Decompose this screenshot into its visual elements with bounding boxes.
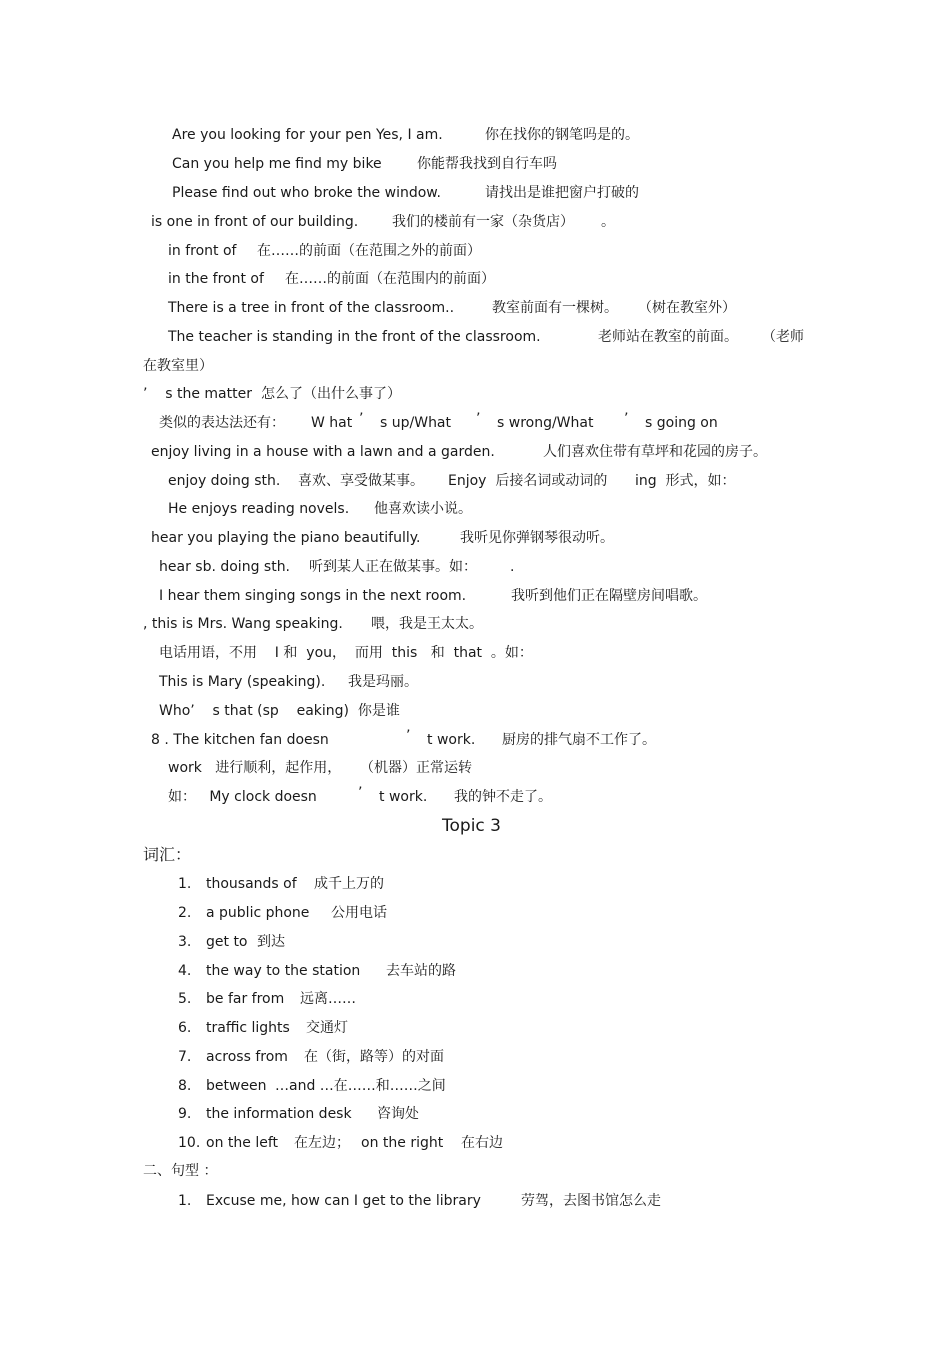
item-zh: 在右边: [461, 1135, 503, 1151]
line-en: 电话用语，不用 I 和 you， 而用 this 和 that 。如：: [159, 645, 533, 661]
item-en: across from: [206, 1049, 288, 1065]
item-en: on the left: [206, 1135, 278, 1151]
line-end: .: [510, 559, 515, 575]
line-en: Who’ s that (sp eaking) 你是谁: [159, 703, 400, 719]
line-phrase: s wrong/What: [497, 415, 594, 431]
item-number: 1.: [178, 1193, 192, 1209]
line-en: ’ s the matter: [143, 386, 252, 402]
item-en: a public phone: [206, 905, 310, 921]
item-zh: 劳驾，去图书馆怎么走: [521, 1193, 661, 1209]
apostrophe: ’: [406, 728, 411, 744]
line-en: Please find out who broke the window.: [172, 185, 441, 201]
line-zh: 你能帮我找到自行车吗: [417, 156, 557, 172]
line-end: 。: [601, 214, 615, 230]
line-note: （树在教室外）: [638, 300, 736, 316]
item-number: 1.: [178, 876, 192, 892]
item-zh: 在（街，路等）的对面: [304, 1049, 444, 1065]
line-zh: 听到某人正在做某事。如：: [309, 559, 477, 575]
sentence-heading: 二、句型 ：: [143, 1163, 218, 1179]
line-zh: 老师站在教室的前面。: [598, 329, 738, 345]
line-zh: 喜欢、享受做某事。: [298, 473, 424, 489]
line-phrase: W hat: [311, 415, 353, 431]
line-en: is one in front of our building.: [151, 214, 359, 230]
line-en: in front of: [168, 243, 237, 259]
line-zh: 请找出是谁把窗户打破的: [485, 185, 639, 201]
line-en: in the front of: [168, 271, 264, 287]
apostrophe: ’: [358, 785, 363, 801]
line-en: , this is Mrs. Wang speaking.: [143, 616, 343, 632]
topic-title: Topic 3: [442, 816, 501, 836]
line-zh: （机器）正常运转: [360, 760, 472, 776]
vocab-heading: 词汇：: [143, 845, 192, 864]
item-zh: 在左边；: [294, 1135, 350, 1151]
line-note: ing 形式，如：: [635, 473, 736, 489]
line-zh: 你在找你的钢笔吗是的。: [485, 127, 639, 143]
apostrophe: ’: [476, 411, 481, 427]
line-zh: 怎么了（出什么事了）: [261, 386, 401, 402]
line-en: There is a tree in front of the classroom..: [168, 300, 455, 316]
line-zh: 人们喜欢住带有草坪和花园的房子。: [543, 444, 767, 460]
item-zh: 远离……: [300, 991, 356, 1007]
item-number: 10.: [178, 1135, 201, 1151]
line-en: The teacher is standing in the front of the classroom.: [168, 329, 541, 345]
line-en: 8 . The kitchen fan doesn: [151, 732, 329, 748]
line-note: Enjoy 后接名词或动词的: [448, 473, 608, 489]
line-en: work 进行顺利，起作用，: [168, 760, 342, 776]
item-en: be far from: [206, 991, 285, 1007]
line-zh: 我们的楼前有一家（杂货店）: [392, 214, 574, 230]
item-number: 9.: [178, 1106, 192, 1122]
apostrophe: ’: [624, 411, 629, 427]
item-number: 5.: [178, 991, 192, 1007]
line-zh: 我的钟不走了。: [454, 789, 552, 805]
line-zh: 教室前面有一棵树。: [492, 300, 618, 316]
item-zh: 交通灯: [306, 1020, 348, 1036]
line-phrase: s up/What: [380, 415, 452, 431]
line-en: 如： My clock doesn: [168, 789, 317, 805]
line-en: hear sb. doing sth.: [159, 559, 291, 575]
line-zh: 厨房的排气扇不工作了。: [502, 732, 656, 748]
item-number: 4.: [178, 963, 192, 979]
item-en: between: [206, 1078, 267, 1094]
item-zh: …and …在……和……之间: [275, 1078, 446, 1094]
line-en: enjoy living in a house with a lawn and a garden.: [151, 444, 495, 460]
item-en: the way to the station: [206, 963, 361, 979]
line-en: hear you playing the piano beautifully.: [151, 530, 421, 546]
line-continuation: 在教室里）: [143, 358, 213, 374]
item-en: Excuse me, how can I get to the library: [206, 1193, 481, 1209]
item-number: 6.: [178, 1020, 192, 1036]
line-phrase: t work.: [379, 789, 428, 805]
line-zh: 我听见你弹钢琴很动听。: [460, 530, 614, 546]
line-zh: 喂，我是王太太。: [371, 616, 483, 632]
apostrophe: ’: [359, 411, 364, 427]
line-lead: 类似的表达法还有：: [159, 415, 285, 431]
line-note: （老师: [762, 329, 804, 345]
line-zh: 我听到他们正在隔壁房间唱歌。: [511, 588, 707, 604]
item-zh: 咨询处: [377, 1106, 419, 1122]
line-zh: 我是玛丽。: [348, 674, 418, 690]
item-en: get to: [206, 934, 248, 950]
line-zh: 在……的前面（在范围内的前面）: [285, 271, 495, 287]
line-en: Can you help me find my bike: [172, 156, 382, 172]
item-number: 3.: [178, 934, 192, 950]
line-zh: 他喜欢读小说。: [374, 501, 472, 517]
line-en: This is Mary (speaking).: [159, 674, 326, 690]
item-number: 2.: [178, 905, 192, 921]
item-zh: 公用电话: [331, 905, 387, 921]
line-en: He enjoys reading novels.: [168, 501, 350, 517]
line-en: enjoy doing sth.: [168, 473, 281, 489]
line-en: Are you looking for your pen Yes, I am.: [172, 127, 443, 143]
item-zh: 到达: [257, 934, 285, 950]
item-number: 8.: [178, 1078, 192, 1094]
line-zh: 在……的前面（在范围之外的前面）: [257, 243, 481, 259]
item-en: on the right: [361, 1135, 444, 1151]
item-en: thousands of: [206, 876, 297, 892]
item-en: the information desk: [206, 1106, 352, 1122]
item-zh: 成千上万的: [314, 876, 384, 892]
item-en: traffic lights: [206, 1020, 290, 1036]
line-en: I hear them singing songs in the next room.: [159, 588, 467, 604]
line-phrase: t work.: [427, 732, 476, 748]
line-phrase: s going on: [645, 415, 718, 431]
item-zh: 去车站的路: [386, 963, 456, 979]
item-number: 7.: [178, 1049, 192, 1065]
